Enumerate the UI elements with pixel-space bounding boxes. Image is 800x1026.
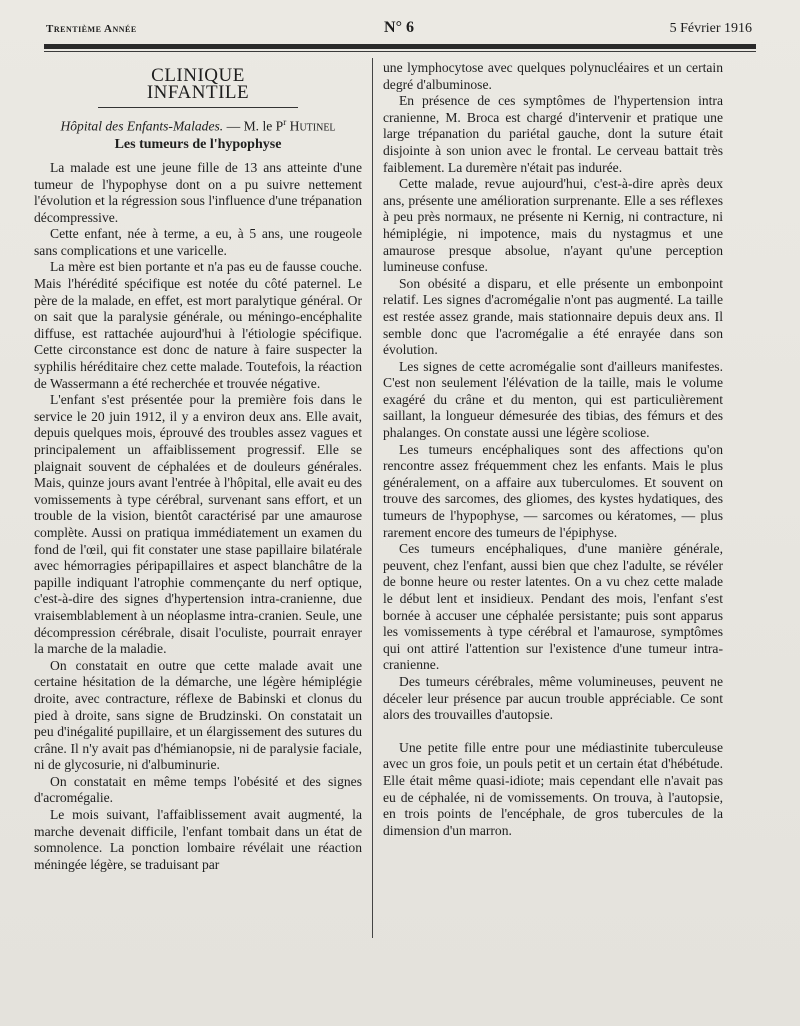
- column-divider: [372, 58, 373, 938]
- paragraph-gap: [383, 724, 723, 740]
- paragraph: Le mois suivant, l'affaiblissement avait augmenté, la marche devenait difficile, l'enfant tombait dans un état de somnolence. La ponction lombaire révélait une réaction méningée légère, se traduisant par: [34, 807, 362, 872]
- byline: [34, 114, 362, 135]
- byline-author: Hutinel: [289, 118, 336, 134]
- header-issue-number: N° 6: [384, 19, 414, 36]
- byline-hospital: Hôpital des Enfants-Malades.: [60, 118, 224, 134]
- article-title: Les tumeurs de l'hypophyse: [114, 137, 282, 153]
- paragraph: La mère est bien portante et n'a pas eu de fausse couche. Mais l'hérédité spécifique est notée du côté paternel. Le père de la malade, en effet, est mort paralytique général. Or on sait que la paralysie générale, ou méningo-encéphalite diffuse, est rattachée aujourd'hui à l'étiologie spécifique. Cette circonstance est donc de nature à faire suspecter la syphilis héréditaire chez cette malade. Toutefois, la réaction de Wassermann a été recherchée et trouvée négative.: [34, 259, 362, 391]
- paragraph: Les signes de cette acromégalie sont d'ailleurs manifestes. C'est non seulement l'élévation de la taille, mais le volume exagéré du crâne et du menton, qui est particulièrement saillant, la longueur démesurée des tibias, des fémurs et des phalanges. On constate aussi une légère scoliose.: [383, 358, 723, 441]
- left-column: [34, 60, 362, 873]
- paragraph: Son obésité a disparu, et elle présente un embonpoint relatif. Les signes d'acromégalie n'ont pas augmenté. La taille est restée assez grande, mais stationnaire depuis deux ans. Il semble donc que l'acromégalie a été enrayée dans son évolution.: [383, 275, 723, 358]
- byline-separator: — M. le P: [223, 118, 284, 134]
- right-column: [383, 60, 723, 839]
- paragraph: Une petite fille entre pour une médiastinite tuberculeuse avec un gros foie, un pouls petit et un certain état d'hébétude. Elle était même quasi-idiote; mais cependant elle n'avait pas eu de céphalée, ni de vomissements. On trouva, à l'autopsie, en trois points de l'encéphale, de gros tubercules de la dimension d'un marron.: [383, 739, 723, 838]
- paragraph: Cette enfant, née à terme, a eu, à 5 ans, une rougeole sans complications et une varicelle.: [34, 226, 362, 258]
- header-volume: Trentième Année: [46, 23, 137, 35]
- paragraph: Cette malade, revue aujourd'hui, c'est-à-dire après deux ans, présente une amélioration surprenante. Elle a ses réflexes à peu près normaux, ne présente ni Kernig, ni contracture, ni hémiplégie, ni impotence, mais du nystagmus et une amaurose presque absolue, n'ayant qu'une perception lumineuse confuse.: [383, 176, 723, 275]
- byline-superscript: r: [283, 117, 287, 128]
- page-header: [46, 18, 752, 44]
- paragraph: En présence de ces symptômes de l'hypertension intra cranienne, M. Broca est chargé d'intervenir et pratique une large trépanation du pariétal gauche, dont la suture était disjointe à son union avec le frontal. Le cerveau battait très faiblement. La duremère n'était pas indurée.: [383, 93, 723, 175]
- header-date: 5 Février 1916: [669, 21, 752, 36]
- paragraph: On constatait en même temps l'obésité et des signes d'acromégalie.: [34, 773, 362, 806]
- paragraph: une lymphocytose avec quelques polynucléaires et un certain degré d'albuminose.: [383, 60, 723, 92]
- paragraph: Des tumeurs cérébrales, même volumineuses, peuvent ne déceler leur présence par aucun trouble appréciable. Ce sont alors des trouvailles d'autopsie.: [383, 673, 723, 723]
- paragraph: Ces tumeurs encéphaliques, d'une manière générale, peuvent, chez l'enfant, aussi bien que chez l'adulte, se révéler de bonne heure ou rester latentes. On a vu chez cette malade le début lent et insidieux. Pendant des mois, l'enfant s'est bornée à accuser une céphalée persistante; puis sont apparus les vomissements à type cérébral et l'amaurose, symptômes qui ont attiré l'attention sur l'existence d'une tumeur intra-cranienne.: [383, 541, 723, 673]
- section-title: CLINIQUE INFANTILE: [98, 68, 298, 108]
- paragraph: Les tumeurs encéphaliques sont des affections qu'on rencontre assez fréquemment chez les enfants. Mais le plus généralement, on a affaire aux tuberculomes. Et souvent on trouve des sarcomes, des gliomes, des kystes hydatiques, des tumeurs de l'hypophyse, — sarcomes ou kératomes, — plus rarement encore des tumeurs de l'épiphyse.: [383, 441, 723, 540]
- paragraph: La malade est une jeune fille de 13 ans atteinte d'une tumeur de l'hypophyse dont on a pu suivre nettement l'évolution et la régression sous l'influence d'une trépanation décompressive.: [34, 159, 362, 225]
- header-rule-thick: [44, 44, 756, 49]
- header-rule-thin: [44, 51, 756, 52]
- paragraph: L'enfant s'est présentée pour la première fois dans le service le 20 juin 1912, il y a environ deux ans. Elle avait, depuis quelques mois, éprouvé des troubles assez vagues et principalement un affaiblissement progressif. Elle se plaignait souvent de céphalées et de douleurs générales. Mais, quinze jours avant l'entrée à l'hôpital, elle avait eu des vomissements à type cérébral, survenant sans effort, et un trouble de la vision, bientôt caractérisé par une amaurose complète. Aussi on pratiqua immédiatement un examen du fond de l'œil, qui fit constater une stase papillaire bilatérale avec hémorragies péripapillaires et aspect blanchâtre de la papille indiquant l'atrophie commençante du nerf optique, c'est-à-dire des signes d'hypertension intra-cranienne, due vraisemblablement à un néoplasme intra-cranien. Seule, une décompression cérébrale, disait l'oculiste, pourrait enrayer la marche de la maladie.: [34, 392, 362, 657]
- paragraph: On constatait en outre que cette malade avait une certaine hésitation de la démarche, une légère hémiplégie droite, avec contracture, réflexe de Babinski et clonus du pied à droite, sans signe de Brudzinski. On constatait un peu d'inégalité pupillaire, et un élargissement des sutures du crâne. Il n'y avait pas d'hémianopsie, ni de paralysie faciale, ni de glycosurie, ni d'albuminurie.: [34, 657, 362, 773]
